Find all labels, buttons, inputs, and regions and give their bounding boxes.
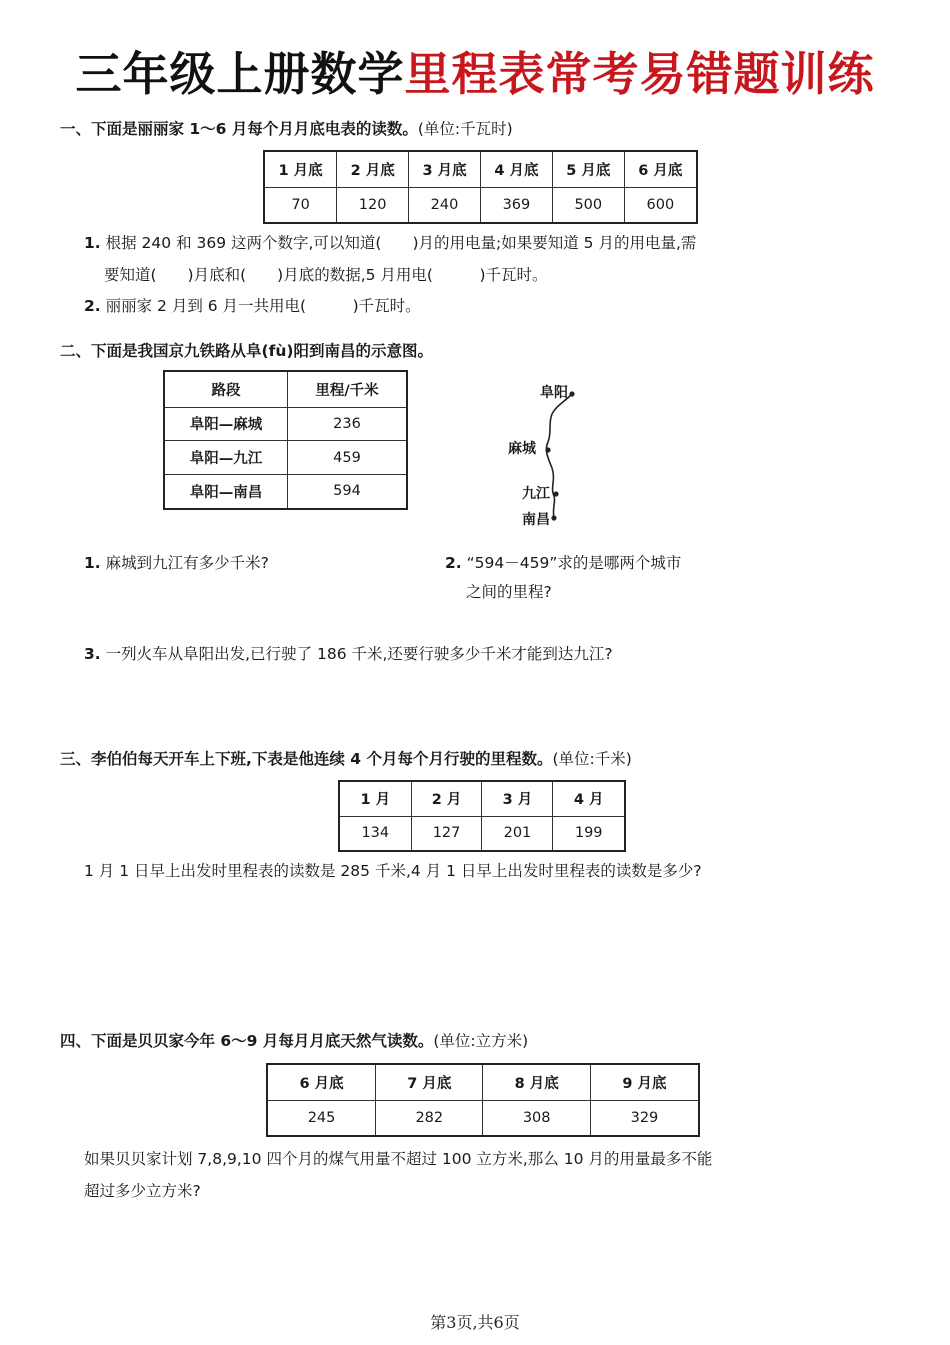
table-segment-cell: 阜阳—九江 [164,441,288,475]
table-header-cell: 4 月 [553,781,625,816]
s2-question-2-line-2 [466,581,552,603]
table-header-cell: 1 月 [339,781,411,816]
section-2-heading-text: 二、下面是我国京九铁路从阜(fù)阳到南昌的示意图。 [60,342,433,360]
railway-table [163,370,408,510]
s3-question [84,860,702,882]
table-header-cell: 1 月底 [264,151,337,187]
question-text: 如果贝贝家计划 7,8,9,10 四个月的煤气用量不超过 100 立方米,那么 10 月的用量最多不能 [84,1150,713,1168]
section-3-heading [60,748,632,770]
s4-question-line-1 [84,1148,712,1170]
page-title [0,38,950,104]
question-text: 丽丽家 2 月到 6 月一共用电( )千瓦时。 [105,297,421,315]
table-header-cell: 6 月底 [267,1064,376,1100]
table-header-cell: 6 月底 [624,151,697,187]
title-part-red: 里程表常考易错题训练 [404,47,875,101]
table-header-cell: 3 月 [482,781,553,816]
question-number: 1. [84,234,101,252]
station-label-nanchang: 南昌 [522,512,550,528]
s2-question-2 [445,552,681,574]
table-header-cell: 2 月底 [337,151,409,187]
table-header-cell: 3 月底 [409,151,481,187]
page-number-footer: 第3页,共6页 [430,1313,520,1332]
table-value-cell: 70 [264,187,337,223]
section-3-heading-text: 三、李伯伯每天开车上下班,下表是他连续 4 个月每个月行驶的里程数。 [60,750,553,768]
section-2-heading [60,340,433,362]
question-number: 1. [84,554,101,572]
table-value-cell: 308 [483,1100,590,1136]
s1-question-1-line-2 [104,264,548,286]
section-1-heading [60,118,513,140]
table-header-cell: 8 月底 [483,1064,590,1100]
mileage-table [338,780,626,852]
table-value-cell: 199 [553,816,625,851]
table-value-cell: 127 [411,816,482,851]
table-value-cell: 282 [376,1100,483,1136]
table-distance-cell: 594 [288,474,408,509]
question-number: 2. [445,554,462,572]
question-text: “594－459”求的是哪两个城市 [466,554,682,572]
station-dot-fuyang [569,391,574,396]
table-header-cell: 里程/千米 [288,371,408,407]
table-value-cell: 240 [409,187,481,223]
station-label-fuyang: 阜阳 [540,385,568,401]
table-distance-cell: 236 [288,407,408,441]
question-number: 3. [84,645,101,663]
station-dot-jiujiang [553,491,558,496]
table-value-cell: 245 [267,1100,376,1136]
table-header-cell: 7 月底 [376,1064,483,1100]
question-text: 1 月 1 日早上出发时里程表的读数是 285 千米,4 月 1 日早上出发时里程表的读数是多少? [84,862,702,880]
table-header-cell: 9 月底 [590,1064,699,1100]
title-part-black: 三年级上册数学 [75,47,405,101]
table-value-cell: 600 [624,187,697,223]
s1-question-2 [84,295,421,317]
route-line [546,394,572,518]
station-label-jiujiang: 九江 [522,486,550,502]
table-segment-cell: 阜阳—南昌 [164,474,288,509]
table-value-cell: 369 [480,187,552,223]
question-text: 要知道( )月底和( )月底的数据,5 月用电( )千瓦时。 [104,266,548,284]
table-distance-cell: 459 [288,441,408,475]
table-header-cell: 路段 [164,371,288,407]
section-3-unit: (单位:千米) [552,750,632,768]
section-1-heading-text: 一、下面是丽丽家 1～6 月每个月月底电表的读数。 [60,120,418,138]
question-text: 之间的里程? [466,583,552,601]
question-text: 超过多少立方米? [84,1182,201,1200]
station-dot-macheng [545,447,550,452]
table-segment-cell: 阜阳—麻城 [164,407,288,441]
railway-route-map [490,368,600,538]
table-value-cell: 120 [337,187,409,223]
section-4-unit: (单位:立方米) [433,1032,529,1050]
question-text: 根据 240 和 369 这两个数字,可以知道( )月的用电量;如果要知道 5 月的用电量,需 [105,234,697,252]
table-header-cell: 4 月底 [480,151,552,187]
table-value-cell: 201 [482,816,553,851]
s2-question-1 [84,552,269,574]
station-label-macheng: 麻城 [508,441,536,457]
electricity-table [263,150,698,224]
question-text: 一列火车从阜阳出发,已行驶了 186 千米,还要行驶多少千米才能到达九江? [105,645,613,663]
s4-question-line-2 [84,1180,201,1202]
table-header-cell: 2 月 [411,781,482,816]
station-dot-nanchang [551,515,556,520]
table-value-cell: 500 [552,187,624,223]
question-text: 麻城到九江有多少千米? [105,554,269,572]
table-value-cell: 329 [590,1100,699,1136]
gas-table [266,1063,700,1137]
question-number: 2. [84,297,101,315]
s1-question-1 [84,232,696,254]
section-1-unit: (单位:千瓦时) [417,120,513,138]
section-4-heading-text: 四、下面是贝贝家今年 6～9 月每月月底天然气读数。 [60,1032,434,1050]
table-header-cell: 5 月底 [552,151,624,187]
section-4-heading [60,1030,528,1052]
table-value-cell: 134 [339,816,411,851]
s2-question-3 [84,643,613,665]
